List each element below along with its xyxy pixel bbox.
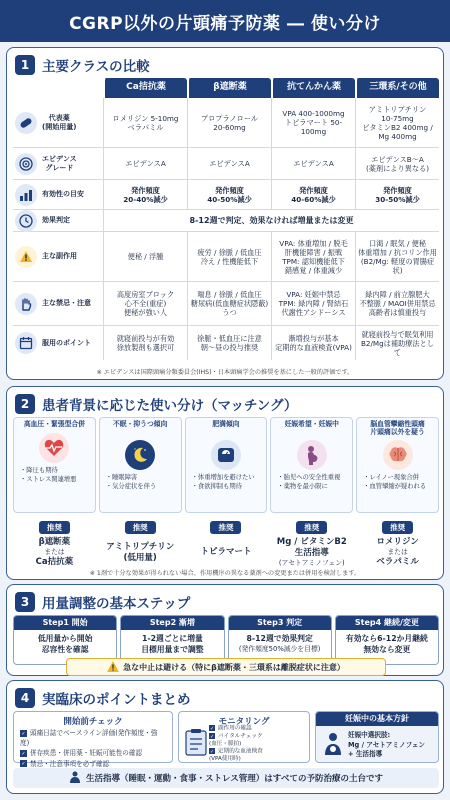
table-cell: 高度房室ブロック 心不全(重症) 便秘が強い人 [103,282,187,325]
card-point: ・レイノー現象合併 [363,473,419,481]
section-number: 4 [15,688,35,708]
table-cell: 口渇 / 眠気 / 便秘 体重増加 / 抗コリン作用 (B2/Mg: 軽度の胃腸症状) [355,232,439,281]
checkbox-icon: ✓ [21,730,26,737]
table-cell: エビデンスA [103,148,187,179]
checkbox-icon: ✓ [210,748,215,755]
patient-card [99,417,182,513]
person-icon [69,771,81,786]
table-cell: 緑内障 / 前立腺肥大 不整脈 / MAOI併用禁忌 高齢者は慎重投与 [355,282,439,325]
pregnancy-policy-box [315,711,439,763]
mother-baby-icon [322,732,344,760]
heart-pulse-icon [39,433,69,463]
row-label: 主な副作用 [42,252,77,261]
pregnancy-icon [297,440,327,470]
table-cell: 発作頻度 30-50%減少 [355,180,439,209]
clock-icon [15,210,37,232]
recommend-badge: 推奨 [210,521,241,534]
step-header: Step1 開始 [14,616,116,630]
card-point: ・降圧も期待 [20,466,58,474]
table-cell: VPA: 体重増加 / 脱毛 肝機能障害 / 振戦 TPM: 認知機能低下 錯感覚 / 体重減少 [271,232,355,281]
lifestyle-text: 生活指導（睡眠・運動・食事・ストレス管理）はすべての予防治療の土台です [85,774,384,784]
card-point: ・気分症状を伴う [105,482,157,490]
step-text: 忍容性を確認 [41,644,89,654]
step-text: (発作頻度50%減少を目標) [238,644,321,653]
patient-card [270,417,353,513]
section-number: 3 [15,592,35,612]
col-header: Ca拮抗薬 [103,78,187,98]
row-label: 服用のポイント [42,338,91,347]
table-row [13,98,439,148]
table-cell: 発作頻度 20-40%減少 [103,180,187,209]
comparison-table [13,78,439,360]
recommended-drug: アミトリプチリン [106,542,175,552]
step-text: 有効なら6-12か月継続 [345,634,428,643]
card-title: 脳血管攣縮性頭痛 片頭痛以外を疑う [370,420,425,436]
col-header: β遮断薬 [187,78,271,98]
box-title: モニタリング [218,717,270,727]
recommendation [13,515,96,575]
table-cell: 喘息 / 徐脈 / 低血圧 糖尿病(低血糖症状隠蔽) うつ [187,282,271,325]
recommend-badge: 推奨 [125,521,156,534]
table-row [13,180,439,210]
caution-banner [66,658,386,676]
page-title: CGRP以外の片頭痛予防薬 ― 使い分け [0,0,450,42]
card-title: 高血圧・緊張型合併 [23,420,85,428]
card-point: ・血管攣縮が疑われる [363,482,427,490]
table-cell: 発作頻度 40-50%減少 [187,180,271,209]
table-cell: 就寝前投与が有効 徐放製剤も選択可 [103,326,187,360]
card-title: 妊娠希望・妊娠中 [284,420,339,428]
recommend-badge: 推奨 [296,521,327,534]
checkbox-icon: ✓ [210,733,215,740]
card-point: ・体重増加を避けたい [191,473,255,481]
recommendation [270,515,353,575]
card-point: ・睡眠障害 [105,473,138,481]
card-title: 不眠・抑うつ傾向 [113,420,168,428]
table-cell-span: 8-12週で判定、効果なければ増量または変更 [103,210,439,231]
step-text: 1-2週ごとに増量 [141,634,203,643]
recommended-drug: トピラマート [200,547,252,557]
step-text: 8-12週で効果判定 [246,634,313,643]
monitoring-box [178,711,310,763]
section-title: 用量調整の基本ステップ [42,596,191,612]
patient-card [13,417,96,513]
lifestyle-banner [13,768,439,788]
recommended-drug: ロメリジン [376,537,419,547]
table-cell: アミトリプチリン 10-75mg ビタミンB2 400mg / Mg 400mg [355,98,439,147]
table-cell: VPA 400-1000mg トピラマート 50-100mg [271,98,355,147]
section-number: 2 [15,394,35,414]
recommend-badge: 推奨 [39,521,70,534]
row-label: 効果判定 [42,216,70,225]
table-cell: 発作頻度 40-60%減少 [271,180,355,209]
footnote: ※ エビデンスは国際頭痛分類委員会(IHS)・日本頭痛学会の推奨を基にした一般的評価です。 [96,369,354,376]
recommendation [99,515,182,575]
table-cell: VPA: 妊娠中禁忌 TPM: 緑内障 / 腎結石 代謝性アシドーシス [271,282,355,325]
caution-text: 急な中止は避ける（特にβ遮断薬・三環系は離脱症状に注意） [123,662,345,672]
policy-line: Mg / アセトアミノフェン [348,740,426,749]
table-cell: エビデンスA [271,148,355,179]
moon-icon [125,440,155,470]
table-cell: 就寝前投与で眠気利用 B2/Mgは補助療法として [355,326,439,360]
connector-text: または [387,548,408,557]
card-title: 肥満傾向 [212,420,240,428]
checkbox-icon: ✓ [21,761,26,768]
table-cell: エビデンスA [187,148,271,179]
bar-chart-icon [15,184,37,206]
step-text: 無効なら変更 [363,644,411,654]
recommended-drug: β遮断薬 [38,537,71,547]
recommended-drug-alt: Ca拮抗薬 [35,556,74,567]
table-cell: ロメリジン 5-10mg ベラパミル [103,98,187,147]
dose-note: (低用量) [123,553,157,564]
step-text: 低用量から開始 [37,634,93,643]
recommended-drug-alt: ベラパミル [376,556,419,567]
row-label: 主な禁忌・注意 [42,299,91,308]
col-header: 抗てんかん薬 [271,78,355,98]
checkbox-icon: ✓ [21,750,26,757]
patient-card [185,417,268,513]
step-header: Step2 漸増 [121,616,223,630]
policy-line: + 生活指導 [348,750,383,759]
box-title: 妊娠中の基本方針 [316,712,438,726]
table-cell: 便秘 / 浮腫 [103,232,187,281]
table-row [13,282,439,326]
monitor-item: ✓ 副作用の確認 [210,725,252,732]
calendar-icon [15,332,37,354]
connector-text: または [44,548,65,557]
check-item: 頭痛日誌でベースライン評価(発作頻度・強度) [20,729,158,748]
step-text: 目標用量まで調整 [141,644,204,654]
patient-card [356,417,439,513]
step-header: Step4 継続/変更 [336,616,438,630]
row-label: 有効性の目安 [42,190,84,199]
scale-icon [211,440,241,470]
card-point: ・薬物を最小限に [277,482,328,490]
clipboard-icon [185,728,207,760]
card-point: ・胎児への安全性重視 [277,473,341,481]
recommendation [356,515,439,575]
recommend-badge: 推奨 [382,521,413,534]
policy-line: 妊娠中選択肢: [348,731,391,739]
hand-stop-icon [15,293,37,315]
warning-icon [107,661,119,674]
lifestyle-note: 生活指導 [294,548,329,559]
card-point: ・ストレス関連增悪 [20,475,77,483]
section-patient-matching [6,386,444,580]
table-row [13,326,439,360]
section-class-comparison [6,47,444,380]
col-header: 三環系/その他 [355,78,439,98]
table-cell: 徐脈・低血圧に注意 朝～昼の投与推奨 [187,326,271,360]
warning-icon [15,246,37,268]
box-title: 開始前チェック [63,717,123,727]
check-item: 併存疾患・併用薬・妊娠可能性の確認 [30,749,143,758]
table-row [13,210,439,232]
table-row [13,232,439,282]
brain-icon [383,440,413,470]
section-title: 実臨床のポイントまとめ [42,692,191,708]
card-point: ・食欲抑制も期待 [191,482,242,490]
table-row [13,148,439,180]
row-label: エビデンス グレード [42,155,77,172]
table-cell: プロプラノロール 20-60mg [187,98,271,147]
table-cell: 漸増投与が基本 定期的な血液検査(VPA) [271,326,355,360]
recommended-drug: Mg / ビタミンB2 [276,537,347,547]
pill-icon [15,112,37,134]
row-label: 代表薬 (開始用量) [42,114,77,131]
monitor-item: ✓ 定期的な血液検査 (VPA使用時) [209,748,263,762]
table-cell: エビデンスB～A (薬剤により異なる) [355,148,439,179]
target-icon [15,153,37,175]
checkbox-icon: ✓ [210,726,215,732]
section-practice-summary [6,680,444,794]
section-number: 1 [15,55,35,75]
check-item: 禁忌・注意事項を必ず確認 [30,759,110,768]
footnote: ※ 1剤で十分な効果が得られない場合、作用機序の異なる薬剤への変更または併用を検討します。 [89,570,361,577]
recommended-drug-alt: (アセトアミノフェン) [278,559,345,568]
section-title: 主要クラスの比較 [42,59,150,75]
monitor-item: ✓ バイタルチェック (血圧・脈拍) [209,733,263,747]
step-header: Step3 判定 [229,616,331,630]
table-cell: 疲労 / 徐脈 / 低血圧 冷え / 性機能低下 [187,232,271,281]
pre-check-box [13,711,173,768]
recommendation [185,515,268,575]
section-title: 患者背景に応じた使い分け（マッチング） [42,398,298,414]
